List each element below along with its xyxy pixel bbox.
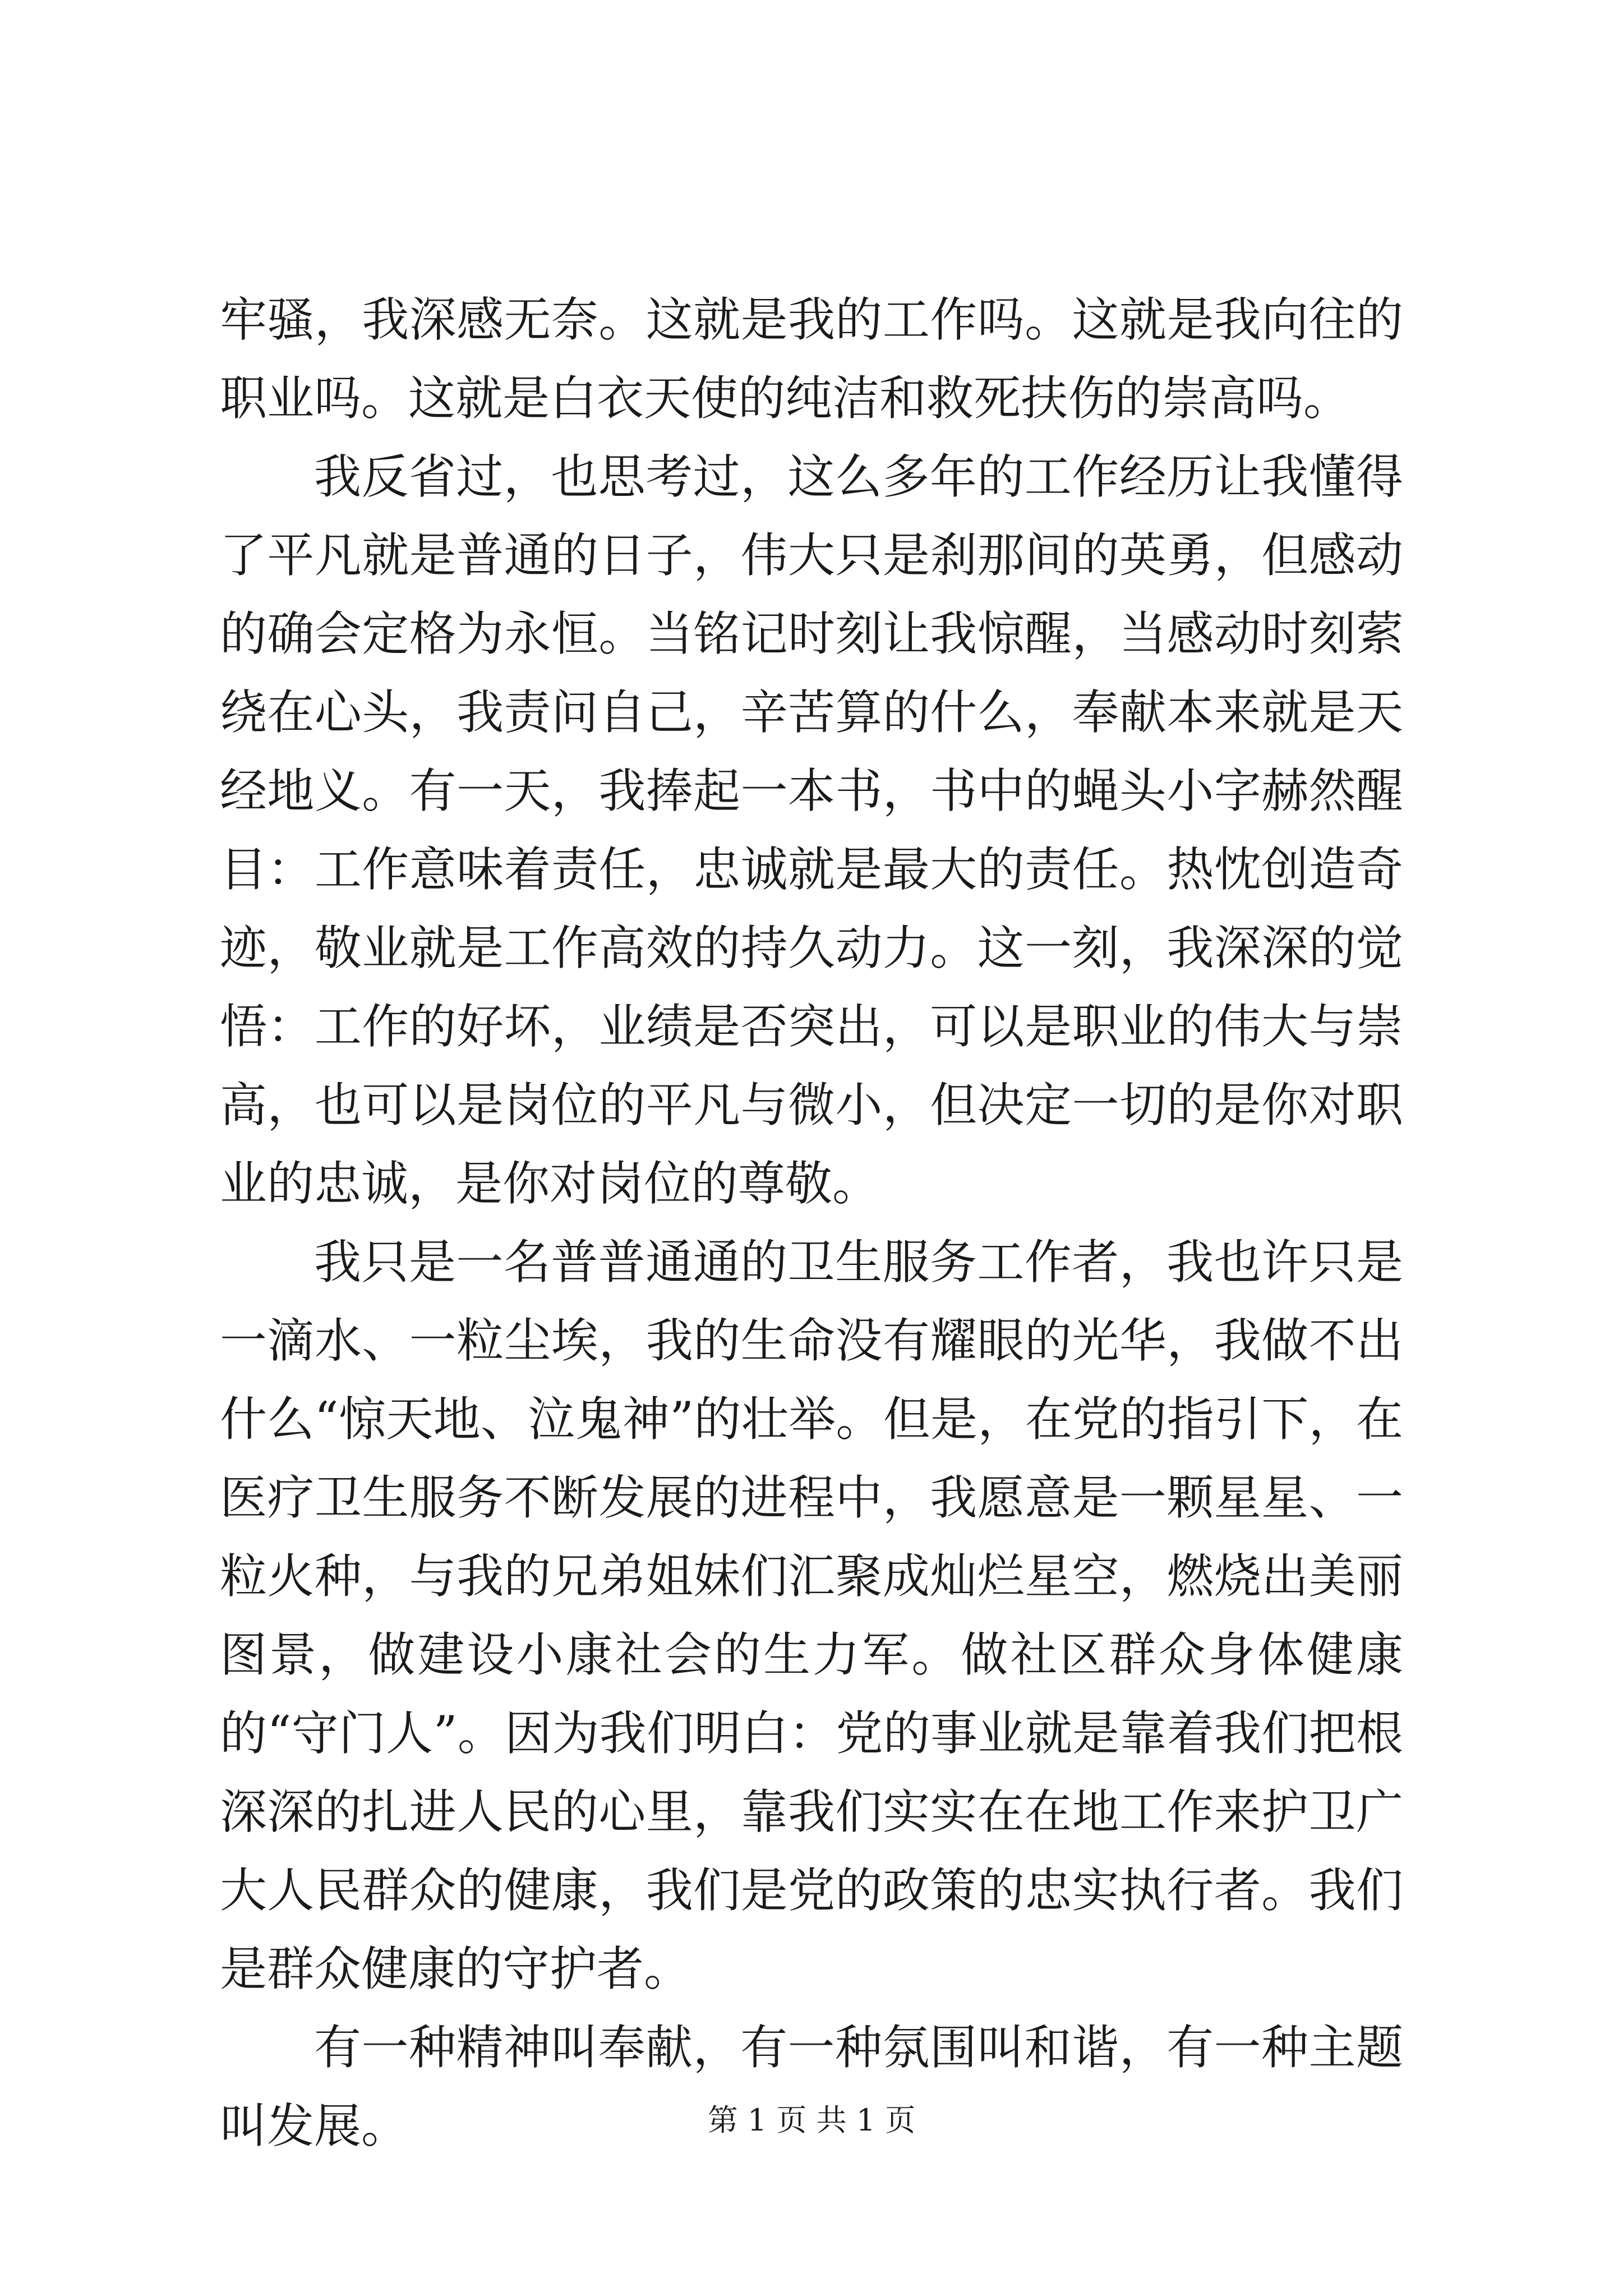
body-text: [220, 280, 1403, 2165]
paragraph-4: 有一种精神叫奉献，有一种氛围叫和谐，有一种主题叫发展。: [220, 2020, 1403, 2154]
paragraph-1: 牢骚，我深感无奈。这就是我的工作吗。这就是我向往的职业吗。这就是白衣天使的纯洁和救死扶伤的崇高吗。: [220, 292, 1403, 426]
paragraph-2: 我反省过，也思考过，这么多年的工作经历让我懂得了平凡就是普通的日子，伟大只是刹那间的英勇，但感动的确会定格为永恒。当铭记时刻让我惊醒，当感动时刻萦绕在心头，我责问自己，辛苦算的什么，奉献本来就是天经地义。有一天，我捧起一本书，书中的蝇头小字赫然醒目：工作意味着责任，忠诚就是最大的责任。热忱创造奇迹，敬业就是工作高效的持久动力。这一刻，我深深的觉悟：工作的好坏，业绩是否突出，可以是职业的伟大与崇高，也可以是岗位的平凡与微小，但决定一切的是你对职业的忠诚，是你对岗位的尊敬。: [220, 449, 1403, 1211]
page-footer: 第 1 页 共 1 页: [707, 2102, 916, 2138]
paragraph-3: 我只是一名普普通通的卫生服务工作者，我也许只是一滴水、一粒尘埃，我的生命没有耀眼的光华，我做不出什么“惊天地、泣鬼神”的壮举。但是，在党的指引下，在医疗卫生服务不断发展的进程中，我愿意是一颗星星、一粒火种，与我的兄弟姐妹们汇聚成灿烂星空，燃烧出美丽图景，做建设小康社会的生力军。做社区群众身体健康的“守门人”。因为我们明白：党的事业就是靠着我们把根深深的扎进人民的心里，靠我们实实在在地工作来护卫广大人民群众的健康，我们是党的政策的忠实执行者。我们是群众健康的守护者。: [220, 1235, 1403, 1996]
